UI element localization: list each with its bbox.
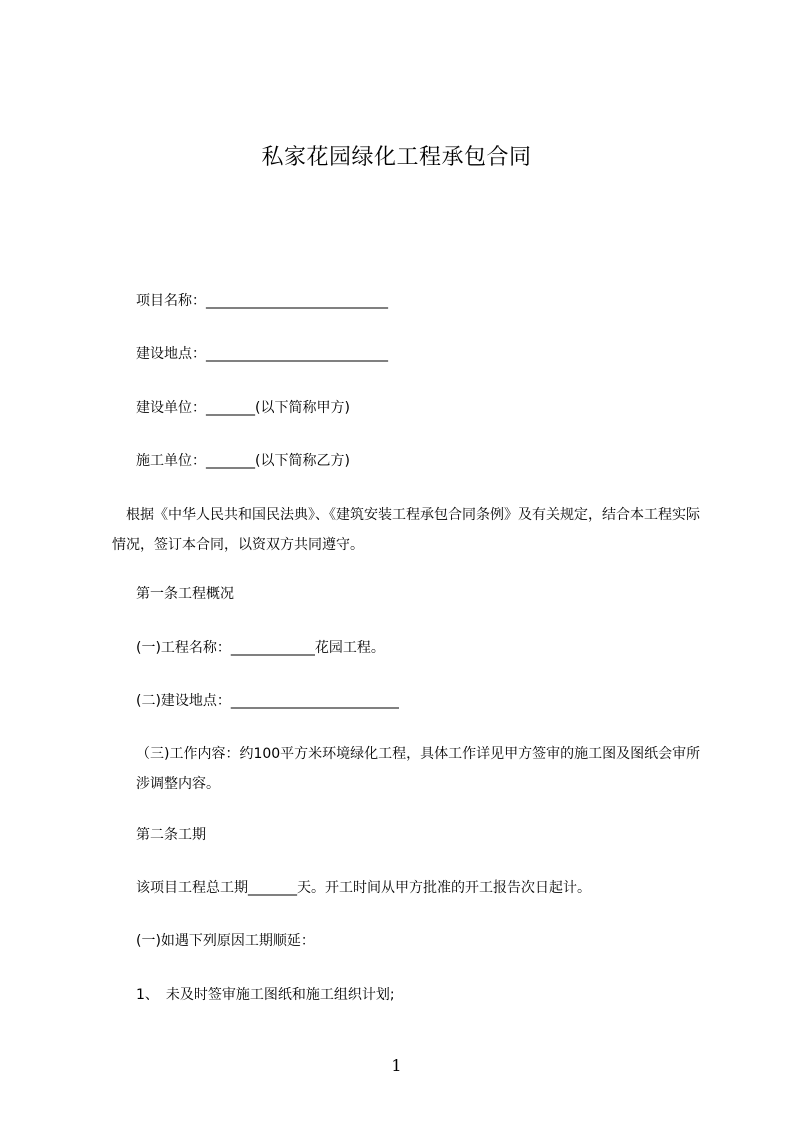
article-one-heading: 第一条工程概况 — [136, 586, 234, 602]
extension-item-one: 1、 未及时签审施工图纸和施工组织计划; — [136, 987, 395, 1003]
project-title-clause: (一)工程名称：____________花园工程。 — [136, 640, 385, 656]
project-name-line: 项目名称：__________________________ — [136, 293, 388, 309]
construction-site-clause: (二)建设地点：________________________ — [136, 693, 399, 709]
work-content-text: （三)工作内容：约100平方米环境绿化工程，具体工作详见甲方签审的施工图及图纸会审所涉调整内容。 — [136, 746, 701, 792]
duration-clause: 该项目工程总工期_______天。开工时间从甲方批准的开工报告次日起计。 — [136, 880, 591, 896]
preamble-paragraph: 根据《中华人民共和国民法典》、《建筑安装工程承包合同条例》及有关规定，结合本工程实际情况，签订本合同，以资双方共同遵守。 — [112, 507, 700, 553]
construction-site-line: 建设地点：__________________________ — [136, 346, 388, 362]
work-content-paragraph — [136, 739, 708, 799]
article-two-heading: 第二条工期 — [136, 827, 206, 843]
page-number: 1 — [391, 1056, 402, 1075]
extension-clause: (一)如遇下列原因工期顺延： — [136, 933, 315, 949]
document-title: 私家花园绿化工程承包合同 — [261, 145, 532, 170]
contractor-unit-line: 施工单位：_______(以下简称乙方) — [136, 453, 350, 469]
client-unit-line: 建设单位：_______(以下简称甲方) — [136, 400, 350, 416]
